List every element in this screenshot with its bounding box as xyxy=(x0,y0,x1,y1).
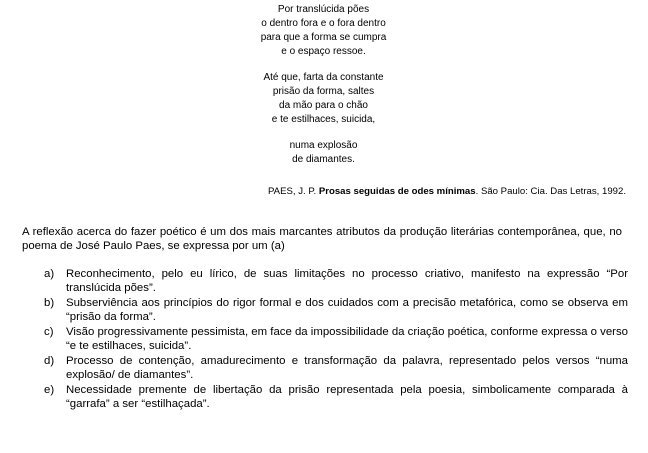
poem-line: Até que, farta da constante xyxy=(263,72,384,83)
option-text: Visão progressivamente pessimista, em face da impossibilidade da criação poética, conforme expressa o verso “e te estilhaces, suicida”. xyxy=(66,326,629,352)
poem-line: Por translúcida pões xyxy=(277,4,370,15)
poem-line: e o espaço ressoe. xyxy=(281,46,366,57)
option-letter: b) xyxy=(44,297,55,309)
option-text: Reconhecimento, pelo eu lírico, de suas limitações no processo criativo, manifesto na expressão “Por translúcida pões”. xyxy=(66,268,628,294)
poem-stanza-2 xyxy=(0,71,648,127)
poem xyxy=(0,3,648,167)
poem-line: da mão para o chão xyxy=(279,100,368,111)
citation-publication: . São Paulo: Cia. Das Letras, 1992. xyxy=(475,186,626,197)
citation xyxy=(268,186,626,198)
poem-line: para que a forma se cumpra xyxy=(260,32,387,43)
poem-line: o dentro fora e o fora dentro xyxy=(261,18,386,29)
option-letter: e) xyxy=(44,384,55,396)
option-letter: d) xyxy=(44,355,55,367)
option-text: Necessidade premente de libertação da prisão representada pela poesia, simbolicamente comparada à “garrafa” a ser “estilhaçada”. xyxy=(66,384,628,410)
option-letter: a) xyxy=(44,268,55,280)
question-stem: A reflexão acerca do fazer poético é um dos mais marcantes atributos da produção literárias contemporânea, que, no poema de José Paulo Paes, se expressa por um (a) xyxy=(22,226,622,252)
answer-options xyxy=(22,267,628,412)
option-letter: c) xyxy=(44,326,54,338)
poem-line: prisão da forma, saltes xyxy=(272,86,375,97)
option-a[interactable] xyxy=(22,267,628,295)
option-c[interactable] xyxy=(22,325,628,353)
option-d[interactable] xyxy=(22,354,628,382)
option-e[interactable] xyxy=(22,383,628,411)
option-text: Processo de contenção, amadurecimento e transformação da palavra, representado pelos versos “numa explosão/ de diamantes”. xyxy=(66,355,628,381)
citation-author: PAES, J. P. xyxy=(268,186,319,197)
poem-line: e te estilhaces, suicida, xyxy=(271,114,376,125)
poem-line: de diamantes. xyxy=(292,154,355,165)
citation-title: Prosas seguidas de odes mínimas xyxy=(318,186,476,197)
poem-stanza-1 xyxy=(0,3,648,59)
poem-stanza-3 xyxy=(0,139,648,167)
option-text: Subserviência aos princípios do rigor formal e dos cuidados com a precisão metafórica, como se observa em “prisão da forma”. xyxy=(66,297,628,323)
poem-line: numa explosão xyxy=(289,140,358,151)
option-b[interactable] xyxy=(22,296,628,324)
